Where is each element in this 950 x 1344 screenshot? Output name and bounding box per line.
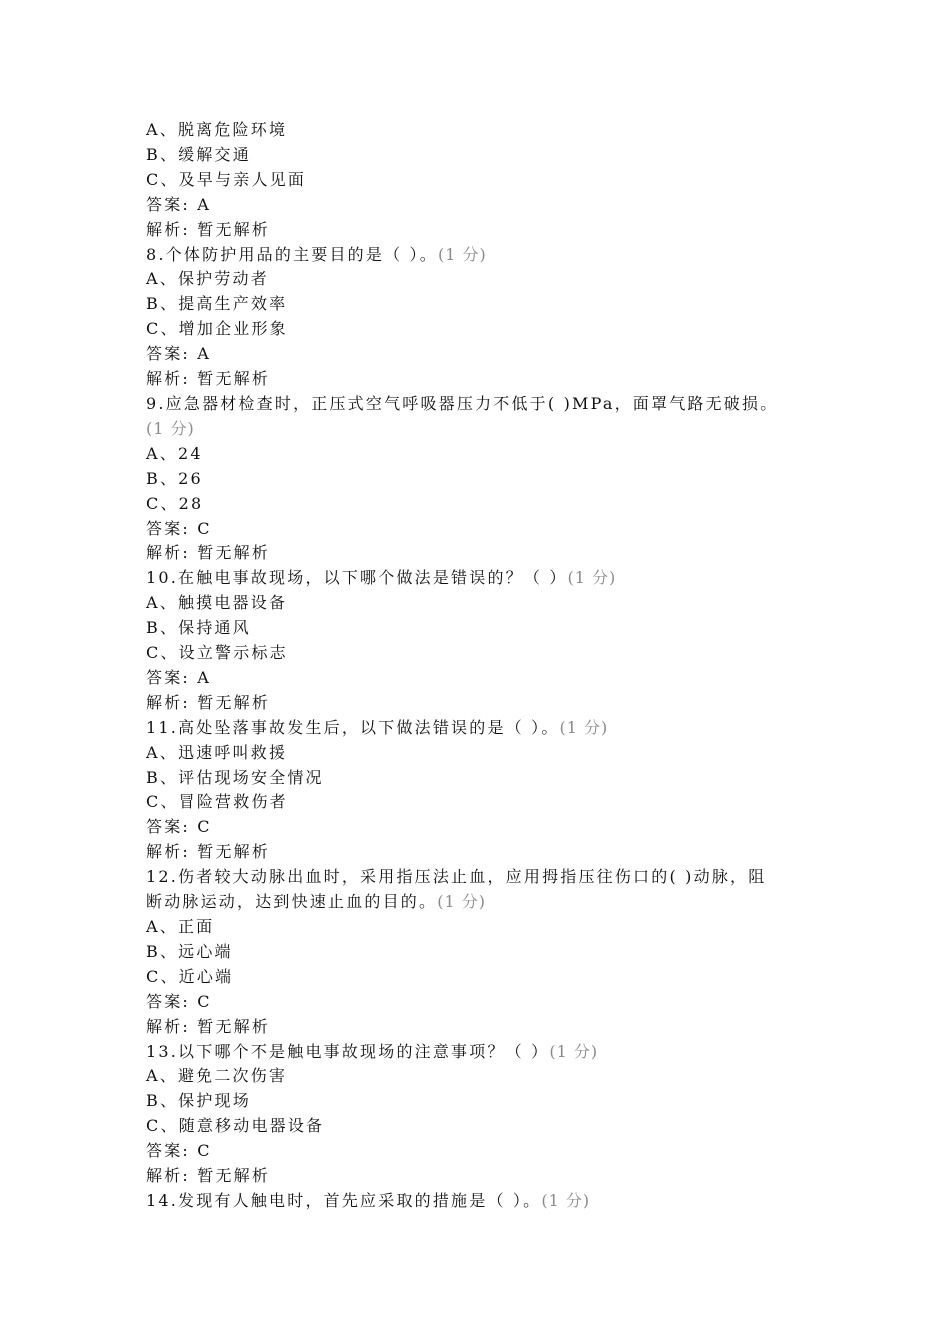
option-a: A、24 [146,443,203,463]
option-b: B、26 [146,468,203,488]
question-stem [146,566,826,591]
option-a: A、避免二次伤害 [146,1066,288,1086]
analysis-line: 解析: 暂无解析 [146,219,271,239]
answer-line: 答案: C [146,817,212,837]
option-c: C、及早与亲人见面 [146,169,307,189]
analysis-line: 解析: 暂无解析 [146,369,271,389]
question-text: 10.在触电事故现场，以下哪个做法是错误的？（ ） [146,568,568,588]
option-c: C、增加企业形象 [146,319,288,339]
score-label: (1 分) [437,244,487,264]
analysis-line: 解析: 暂无解析 [146,1016,271,1036]
option-c: C、冒险营救伤者 [146,792,288,812]
score-label: (1 分) [146,418,195,438]
question-stem [146,1040,826,1065]
option-c: C、近心端 [146,966,234,986]
question-stem [146,1189,826,1214]
score-label: (1 分) [437,892,486,912]
option-a: A、脱离危险环境 [146,120,288,139]
option-c: C、设立警示标志 [146,643,288,663]
question-stem [146,716,826,741]
analysis-line: 解析: 暂无解析 [146,1166,271,1186]
answer-line: 答案: A [146,344,212,364]
option-a: A、保护劳动者 [146,269,269,289]
score-label: (1 分) [567,568,617,588]
score-label: (1 分) [541,1190,591,1210]
question-stem [146,243,826,268]
option-b: B、提高生产效率 [146,294,288,314]
answer-line: 答案: C [146,991,212,1011]
answer-line: 答案: A [146,194,212,214]
question-stem: 9.应急器材检查时，正压式空气呼吸器压力不低于( )MPa，面罩气路无破损。 [146,393,779,413]
option-b: B、远心端 [146,941,233,961]
option-a: A、触摸电器设备 [146,593,288,613]
question-text: 14.发现有人触电时，首先应采取的措施是（ ）。 [146,1190,542,1210]
question-list [146,118,826,1214]
question-text: 断动脉运动，达到快速止血的目的。 [146,892,438,912]
answer-line: 答案: C [146,518,212,538]
analysis-line: 解析: 暂无解析 [146,842,271,862]
score-label: (1 分) [549,1041,599,1061]
option-b: B、缓解交通 [146,144,251,164]
question-stem: 12.伤者较大动脉出血时，采用指压法止血，应用拇指压往伤口的( )动脉，阻 [146,867,767,887]
option-b: B、保护现场 [146,1091,251,1111]
question-stem-continued [146,890,826,915]
answer-line: 答案: A [146,667,212,687]
option-c: C、随意移动电器设备 [146,1116,325,1136]
answer-line: 答案: C [146,1141,212,1161]
question-text: 8.个体防护用品的主要目的是（ ）。 [146,244,438,264]
option-a: A、迅速呼叫救援 [146,742,288,762]
question-stem-continued [146,417,826,442]
option-b: B、保持通风 [146,618,251,638]
question-text: 11.高处坠落事故发生后，以下做法错误的是（ ）。 [146,717,560,737]
score-label: (1 分) [559,717,609,737]
option-c: C、28 [146,493,204,513]
question-text: 13.以下哪个不是触电事故现场的注意事项？（ ） [146,1041,550,1061]
option-a: A、正面 [146,917,215,936]
analysis-line: 解析: 暂无解析 [146,543,271,563]
analysis-line: 解析: 暂无解析 [146,692,271,712]
option-b: B、评估现场安全情况 [146,767,324,787]
